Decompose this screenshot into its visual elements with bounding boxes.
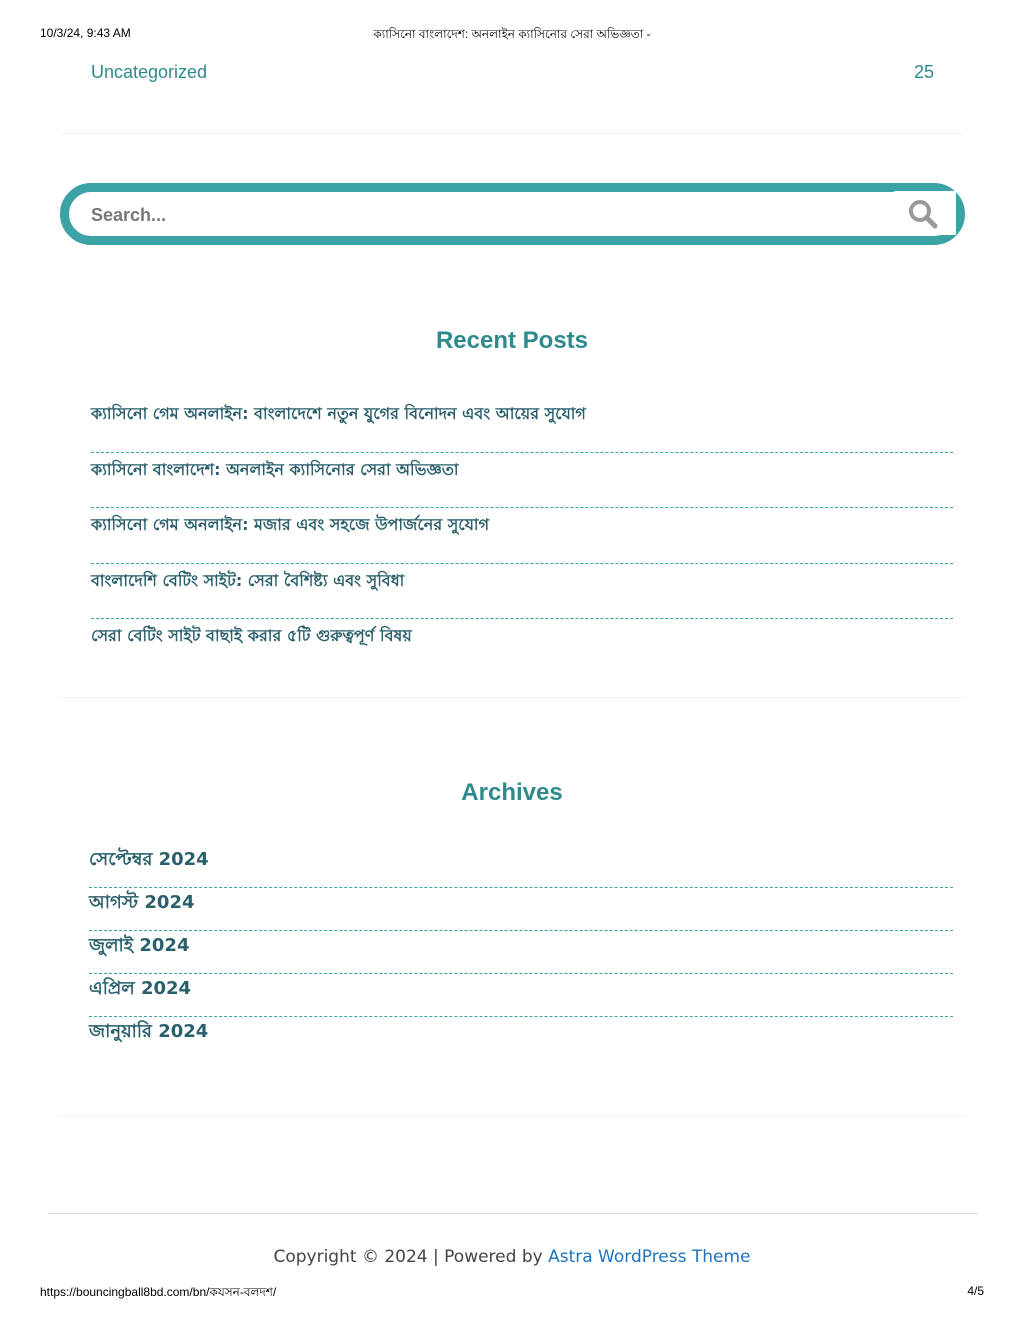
post-link[interactable]: সেরা বেটিং সাইট বাছাই করার ৫টি গুরুত্বপূর্ণ বিষয় (91, 626, 412, 645)
archive-link[interactable]: সেপ্টেম্বর 2024 (89, 849, 209, 870)
search-form (60, 183, 965, 245)
archive-link[interactable]: আগস্ট 2024 (89, 892, 195, 913)
recent-posts-title: Recent Posts (435, 327, 589, 354)
category-item[interactable] (91, 62, 934, 86)
print-header (0, 26, 1024, 42)
archive-link[interactable]: জুলাই 2024 (89, 935, 190, 956)
category-name[interactable]: Uncategorized (91, 62, 208, 82)
copyright-text (0, 1247, 1024, 1267)
post-link[interactable]: বাংলাদেশি বেটিং সাইট: সেরা বৈশিষ্ট্য এবং সুবিধা (91, 570, 405, 590)
category-count: 25 (913, 62, 934, 82)
search-input[interactable] (89, 200, 873, 230)
list-item (91, 453, 953, 509)
post-link[interactable]: ক্যাসিনো বাংলাদেশ: অনলাইন ক্যাসিনোর সেরা অভিজ্ঞতা (91, 459, 459, 479)
theme-link[interactable]: Astra WordPress Theme (548, 1247, 751, 1267)
list-item (89, 1017, 953, 1060)
archives-title: Archives (461, 779, 563, 806)
list-item (89, 888, 953, 931)
recent-posts-list (91, 397, 953, 675)
print-footer (0, 1284, 1024, 1300)
print-datetime: 10/3/24, 9:43 AM (40, 26, 131, 40)
search-icon (908, 199, 938, 229)
search-button[interactable] (894, 191, 956, 235)
list-item (89, 845, 953, 888)
list-item (91, 508, 953, 564)
widget-divider (60, 697, 964, 698)
footer-divider (48, 1213, 978, 1214)
post-link[interactable]: ক্যাসিনো গেম অনলাইন: বাংলাদেশে নতুন যুগের বিনোদন এবং আয়ের সুযোগ (91, 404, 586, 423)
list-item (91, 619, 953, 675)
list-item (89, 974, 953, 1017)
widget-divider (60, 1116, 964, 1117)
list-item (89, 931, 953, 974)
list-item (91, 564, 953, 620)
print-url: https://bouncingball8bd.com/bn/কযসন-বলদশ/ (40, 1285, 277, 1299)
copyright-label: Copyright © 2024 | Powered by (273, 1247, 549, 1267)
widget-divider (60, 133, 964, 134)
print-page-title: ক্যাসিনো বাংলাদেশ: অনলাইন ক্যাসিনোর সেরা অভিজ্ঞতা - (373, 27, 651, 41)
archive-link[interactable]: এপ্রিল 2024 (89, 978, 192, 999)
archives-list (89, 845, 953, 1060)
list-item (91, 397, 953, 453)
post-link[interactable]: ক্যাসিনো গেম অনলাইন: মজার এবং সহজে উপার্জনের সুযোগ (91, 515, 490, 534)
print-page-number: 4/5 (967, 1284, 984, 1298)
archive-link[interactable]: জানুয়ারি 2024 (89, 1021, 209, 1042)
